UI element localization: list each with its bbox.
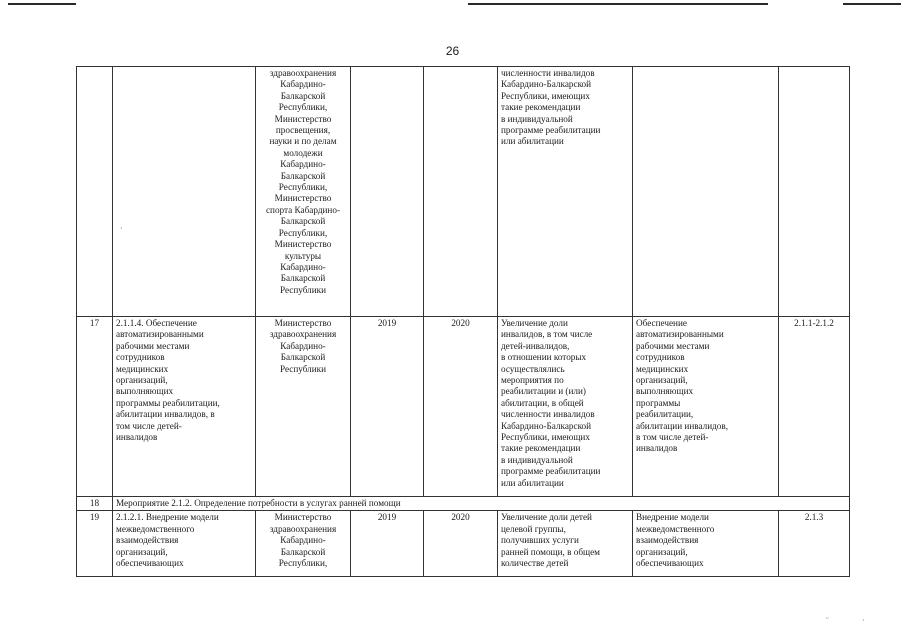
indicator-cell: Увеличение доли детей целевой группы, получивших услуги ранней помощи, в общем количестве детей xyxy=(498,511,633,577)
scan-line-top-mid xyxy=(468,3,768,5)
executor-cell: Министерство здравоохранения Кабардино- Балкарской Республики xyxy=(256,317,351,497)
table-row xyxy=(77,67,850,317)
section-heading-cell: Мероприятие 2.1.2. Определение потребности в услугах ранней помощи xyxy=(113,497,850,511)
scan-line-top-left xyxy=(8,3,76,5)
program-activities-table xyxy=(76,66,850,577)
indicator-cell: Увеличение доли инвалидов, в том числе детей-инвалидов, в отношении которых осуществлялись мероприятия по реабилитации и (или) абилитации, в общей численности инвалидов Кабардино-Балкарской Республики, имеющих такие рекомендации в индивидуальной программе реабилитации или абилитации xyxy=(498,317,633,497)
end-year-cell: 2020 xyxy=(424,511,498,577)
result-cell: Обеспечение автоматизированными рабочими местами сотрудников медицинских организаций, выполняющих программы реабилитации, абилитации инвалидов, в том числе детей- инвалидов xyxy=(633,317,779,497)
result-cell xyxy=(633,67,779,317)
table-row xyxy=(77,511,850,577)
page-number: 26 xyxy=(445,44,460,58)
row-number-cell: 18 xyxy=(77,497,113,511)
end-year-cell: 2020 xyxy=(424,317,498,497)
event-cell: 2.1.2.1. Внедрение модели межведомственного взаимодействия организаций, обеспечивающих xyxy=(113,511,256,577)
link-cell: 2.1.3 xyxy=(779,511,850,577)
executor-cell: Министерство здравоохранения Кабардино- Балкарской Республики, xyxy=(256,511,351,577)
indicator-cell: численности инвалидов Кабардино-Балкарской Республики, имеющих такие рекомендации в индивидуальной программе реабилитации или абилитации xyxy=(498,67,633,317)
scan-speck: ¨ xyxy=(826,616,829,625)
event-cell xyxy=(113,67,256,317)
scan-speck: · xyxy=(862,616,865,625)
row-number-cell: 19 xyxy=(77,511,113,577)
link-cell xyxy=(779,67,850,317)
result-cell: Внедрение модели межведомственного взаимодействия организаций, обеспечивающих xyxy=(633,511,779,577)
executor-cell: здравоохранения Кабардино- Балкарской Республики, Министерство просвещения, науки и по делам молодежи Кабардино- Балкарской Республики, Министерство спорта Кабардино- Балкарской Республики, Министерство культуры Кабардино- Балкарской Республики xyxy=(256,67,351,317)
start-year-cell: 2019 xyxy=(351,317,424,497)
table-row xyxy=(77,317,850,497)
row-number-cell xyxy=(77,67,113,317)
start-year-cell xyxy=(351,67,424,317)
table-row xyxy=(77,497,850,511)
link-cell: 2.1.1-2.1.2 xyxy=(779,317,850,497)
row-number-cell: 17 xyxy=(77,317,113,497)
end-year-cell xyxy=(424,67,498,317)
event-cell: 2.1.1.4. Обеспечение автоматизированными рабочими местами сотрудников медицинских организаций, выполняющих программы реабилитации, абилитации инвалидов, в том числе детей- инвалидов xyxy=(113,317,256,497)
start-year-cell: 2019 xyxy=(351,511,424,577)
scan-speck: · xyxy=(120,224,123,233)
scan-line-top-right xyxy=(843,3,901,5)
